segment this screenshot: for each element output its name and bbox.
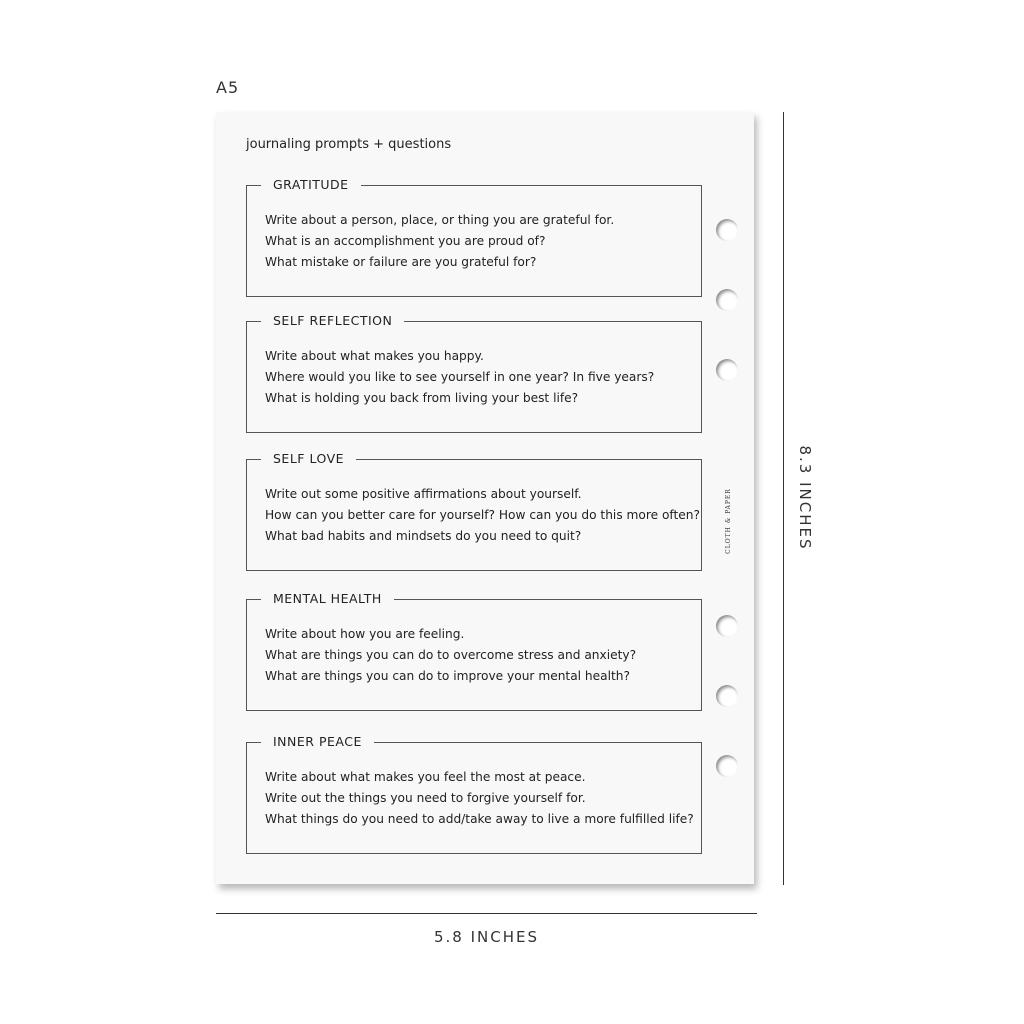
section-gratitude <box>246 177 702 297</box>
section-self-love <box>246 451 702 571</box>
binder-hole <box>716 219 738 241</box>
section-inner-peace <box>246 734 702 854</box>
prompt: What bad habits and mindsets do you need to quit? <box>265 529 582 543</box>
prompt: Write about how you are feeling. <box>265 627 465 641</box>
prompt: Write out the things you need to forgive yourself for. <box>265 791 586 805</box>
width-dimension-label: 5.8 INCHES <box>433 928 540 946</box>
binder-hole <box>716 755 738 777</box>
section-mental-health <box>246 591 702 711</box>
prompt: Write about what makes you happy. <box>265 349 484 363</box>
prompt: What are things you can do to improve your mental health? <box>265 669 630 683</box>
section-label: SELF REFLECTION <box>261 313 404 329</box>
width-dimension-line <box>216 913 757 914</box>
prompt-list <box>265 624 691 687</box>
section-label: GRATITUDE <box>261 177 361 193</box>
prompt-list <box>265 484 700 547</box>
section-label: SELF LOVE <box>261 451 356 467</box>
binder-hole <box>716 615 738 637</box>
planner-sheet <box>216 112 754 884</box>
prompt: Write out some positive affirmations about yourself. <box>265 487 582 501</box>
prompt-list <box>265 346 691 409</box>
prompt-list <box>265 767 694 830</box>
prompt: How can you better care for yourself? How can you do this more often? <box>265 508 700 522</box>
section-self-reflection <box>246 313 702 433</box>
height-dimension-line <box>783 112 784 885</box>
paper-size-label: A5 <box>216 78 240 97</box>
binder-hole <box>716 359 738 381</box>
prompt: Where would you like to see yourself in one year? In five years? <box>265 370 655 384</box>
prompt: What mistake or failure are you grateful for? <box>265 255 537 269</box>
brand-mark: CLOTH & PAPER <box>724 488 732 554</box>
prompt-list <box>265 210 691 273</box>
document-title: journaling prompts + questions <box>246 137 452 152</box>
prompt: Write about what makes you feel the most at peace. <box>265 770 586 784</box>
binder-hole <box>716 289 738 311</box>
prompt: Write about a person, place, or thing you are grateful for. <box>265 213 615 227</box>
section-label: INNER PEACE <box>261 734 374 750</box>
prompt: What is an accomplishment you are proud of? <box>265 234 546 248</box>
section-label: MENTAL HEALTH <box>261 591 394 607</box>
prompt: What things do you need to add/take away to live a more fulfilled life? <box>265 812 694 826</box>
binder-hole <box>716 685 738 707</box>
height-dimension-text: 8.3 INCHES <box>796 445 814 551</box>
prompt: What are things you can do to overcome stress and anxiety? <box>265 648 637 662</box>
prompt: What is holding you back from living your best life? <box>265 391 579 405</box>
